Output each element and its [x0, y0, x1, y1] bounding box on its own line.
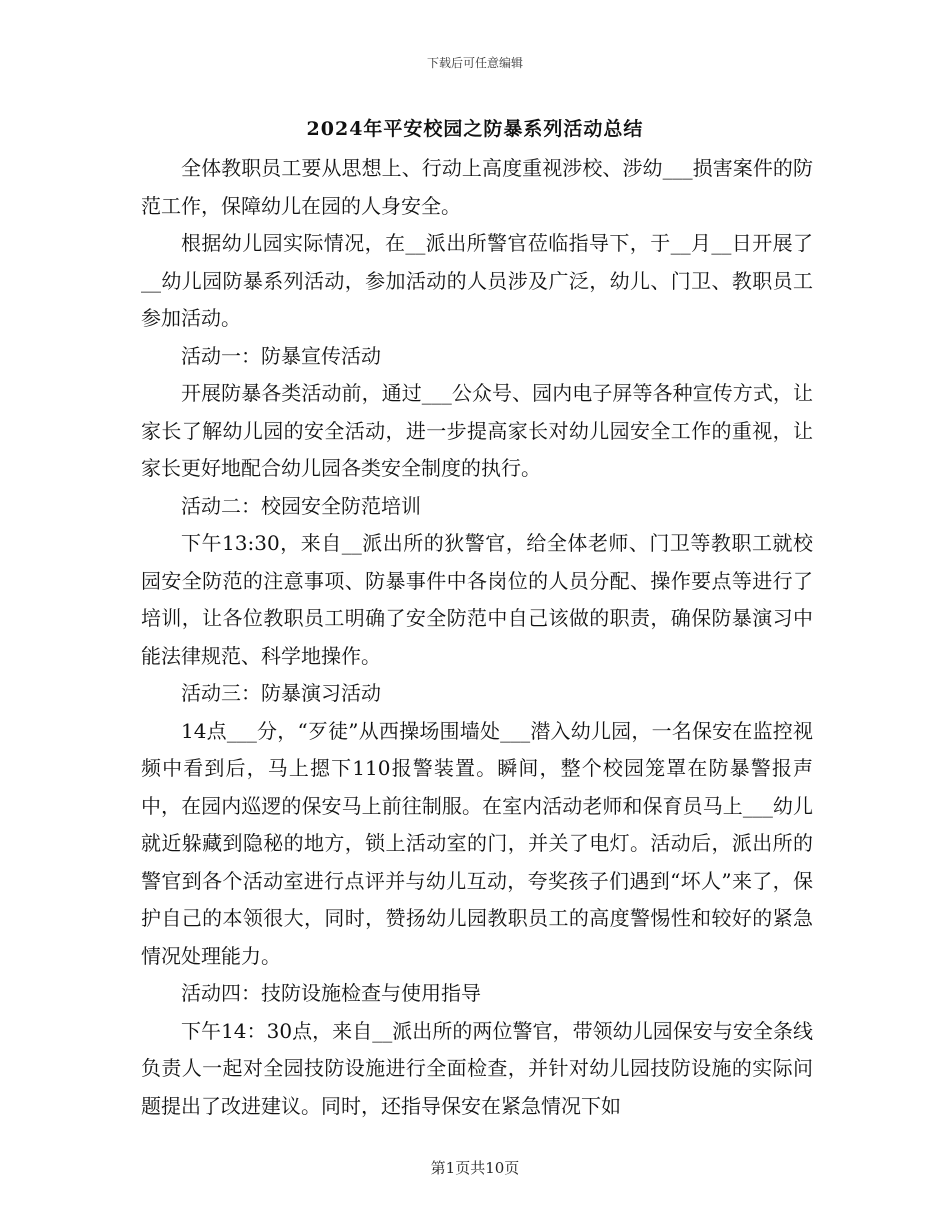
paragraph: 全体教职员工要从思想上、行动上高度重视涉校、涉幼___损害案件的防范工作，保障幼儿在园的人身安全。: [141, 156, 813, 218]
paragraph: 14点___分，“歹徒”从西操场围墙处___潜入幼儿园，一名保安在监控视频中看到后，马上摁下110报警装置。瞬间，整个校园笼罩在防暴警报声中，在园内巡逻的保安马上前往制服。在室内活动老师和保育员马上___幼儿就近躲藏到隐秘的地方，锁上活动室的门，并关了电灯。活动后，派出所的警官到各个活动室进行点评并与幼儿互动，夸奖孩子们遇到“坏人”来了，保护自己的本领很大，同时，赞扬幼儿园教职员工的高度警惕性和较好的紧急情况处理能力。: [141, 718, 813, 968]
document-body: [141, 150, 813, 1125]
paragraph: 开展防暴各类活动前，通过___公众号、园内电子屏等各种宣传方式，让家长了解幼儿园的安全活动，进一步提高家长对幼儿园安全工作的重视，让家长更好地配合幼儿园各类安全制度的执行。: [141, 381, 813, 480]
section-heading: 活动三：防暴演习活动: [181, 681, 381, 705]
paragraph: 下午14：30点，来自__派出所的两位警官，带领幼儿园保安与安全条线负责人一起对全园技防设施进行全面检查，并针对幼儿园技防设施的实际问题提出了改进建议。同时，还指导保安在紧急情况下如: [141, 1018, 813, 1118]
document-title: 2024年平安校园之防暴系列活动总结: [306, 118, 644, 140]
page-header-note: 下载后可任意编辑: [426, 56, 523, 70]
paragraph: 下午13:30，来自__派出所的狄警官，给全体老师、门卫等教职工就校园安全防范的注意事项、防暴事件中各岗位的人员分配、操作要点等进行了培训，让各位教职员工明确了安全防范中自己该做的职责，确保防暴演习中能法律规范、科学地操作。: [141, 531, 813, 668]
section-heading: 活动四：技防设施检查与使用指导: [181, 981, 481, 1005]
page-number-footer: 第1页共10页: [430, 1159, 520, 1177]
section-heading: 活动一：防暴宣传活动: [181, 343, 381, 368]
section-heading: 活动二：校园安全防范培训: [181, 493, 421, 518]
paragraph: 根据幼儿园实际情况，在__派出所警官莅临指导下，于__月__日开展了__幼儿园防暴系列活动，参加活动的人员涉及广泛，幼儿、门卫、教职员工参加活动。: [141, 231, 813, 330]
